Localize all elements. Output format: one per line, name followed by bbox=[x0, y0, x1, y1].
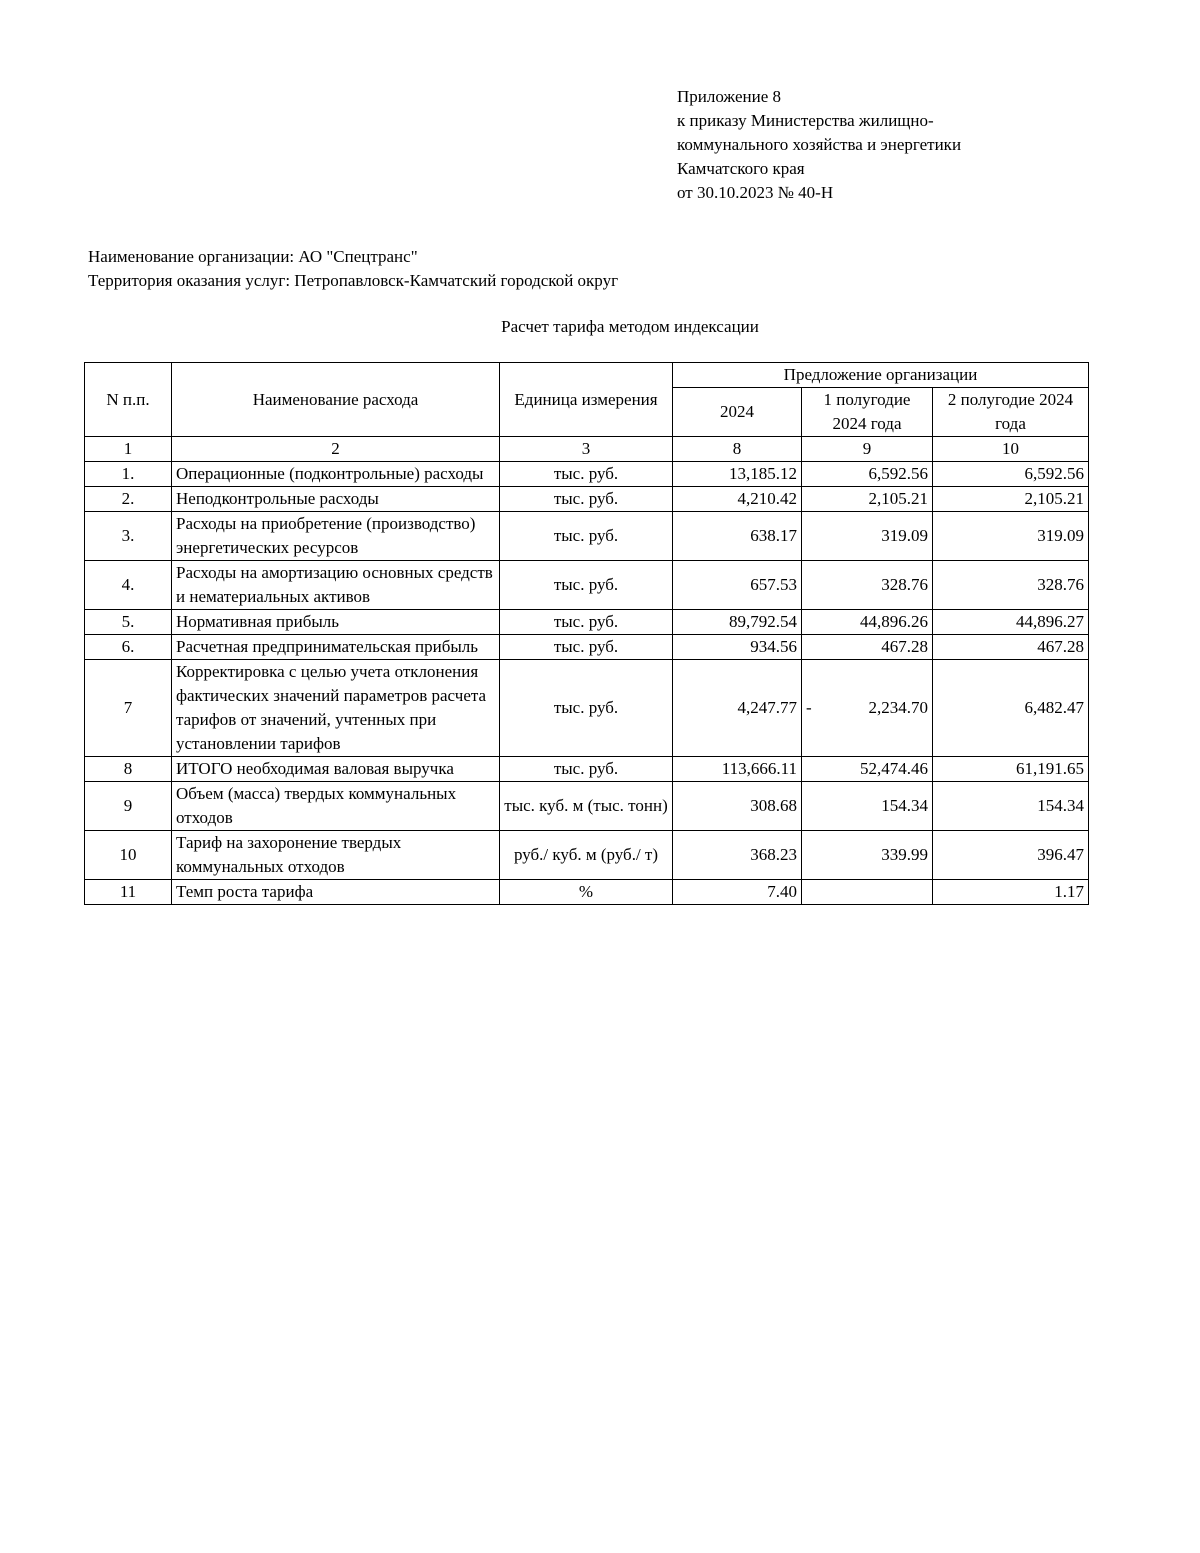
row-unit: тыс. руб. bbox=[500, 660, 673, 757]
col-number-3: 3 bbox=[500, 437, 673, 462]
table-row bbox=[85, 831, 1089, 880]
row-expense-name: Объем (масса) твердых коммунальных отходов bbox=[172, 782, 500, 831]
appendix-region-line: Камчатского края bbox=[677, 159, 805, 178]
row-expense-name: Нормативная прибыль bbox=[172, 610, 500, 635]
row-expense-name: Тариф на захоронение твердых коммунальных отходов bbox=[172, 831, 500, 880]
col-number-2: 2 bbox=[172, 437, 500, 462]
table-row bbox=[85, 757, 1089, 782]
appendix-title: Приложение 8 bbox=[677, 87, 781, 106]
row-unit: руб./ куб. м (руб./ т) bbox=[500, 831, 673, 880]
table-row bbox=[85, 462, 1089, 487]
row-value-second-half: 2,105.21 bbox=[933, 487, 1089, 512]
row-num: 2. bbox=[85, 487, 172, 512]
row-expense-name: ИТОГО необходимая валовая выручка bbox=[172, 757, 500, 782]
table-row bbox=[85, 487, 1089, 512]
appendix-date-number: от 30.10.2023 № 40-Н bbox=[677, 183, 834, 202]
row-value-2024: 638.17 bbox=[673, 512, 802, 561]
row-value-second-half: 44,896.27 bbox=[933, 610, 1089, 635]
organization-name: Наименование организации: АО "Спецтранс" bbox=[88, 247, 418, 266]
row-value-first-half: 6,592.56 bbox=[802, 462, 933, 487]
row-value-second-half: 396.47 bbox=[933, 831, 1089, 880]
row-value-2024: 7.40 bbox=[673, 880, 802, 905]
header-expense-name: Наименование расхода bbox=[172, 363, 500, 437]
row-unit: тыс. руб. bbox=[500, 487, 673, 512]
row-value-2024: 4,210.42 bbox=[673, 487, 802, 512]
row-value-first-half bbox=[802, 880, 933, 905]
row-value-2024: 13,185.12 bbox=[673, 462, 802, 487]
col-number-8: 8 bbox=[673, 437, 802, 462]
appendix-order-line: к приказу Министерства жилищно- bbox=[677, 111, 934, 130]
row-value-second-half: 61,191.65 bbox=[933, 757, 1089, 782]
row-value-second-half: 319.09 bbox=[933, 512, 1089, 561]
row-num: 4. bbox=[85, 561, 172, 610]
row-num: 9 bbox=[85, 782, 172, 831]
row-value-second-half: 154.34 bbox=[933, 782, 1089, 831]
row-num: 8 bbox=[85, 757, 172, 782]
header-proposal: Предложение организации bbox=[673, 363, 1089, 388]
table-row bbox=[85, 635, 1089, 660]
header-second-half: 2 полугодие 2024 года bbox=[933, 388, 1089, 437]
row-expense-name: Операционные (подконтрольные) расходы bbox=[172, 462, 500, 487]
organization-info bbox=[88, 245, 618, 293]
col-number-1: 1 bbox=[85, 437, 172, 462]
table-row bbox=[85, 660, 1089, 757]
table-row bbox=[85, 610, 1089, 635]
row-value-2024: 89,792.54 bbox=[673, 610, 802, 635]
row-expense-name: Расходы на амортизацию основных средств и нематериальных активов bbox=[172, 561, 500, 610]
row-value-second-half: 1.17 bbox=[933, 880, 1089, 905]
row-num: 1. bbox=[85, 462, 172, 487]
row-value-second-half: 467.28 bbox=[933, 635, 1089, 660]
column-number-row bbox=[85, 437, 1089, 462]
row-unit: тыс. руб. bbox=[500, 561, 673, 610]
row-num: 6. bbox=[85, 635, 172, 660]
row-num: 7 bbox=[85, 660, 172, 757]
row-value-second-half: 6,482.47 bbox=[933, 660, 1089, 757]
row-num: 11 bbox=[85, 880, 172, 905]
row-unit: тыс. руб. bbox=[500, 462, 673, 487]
tariff-table bbox=[84, 362, 1089, 905]
row-expense-name: Расчетная предпринимательская прибыль bbox=[172, 635, 500, 660]
negative-sign: - bbox=[806, 698, 812, 717]
row-unit: тыс. руб. bbox=[500, 635, 673, 660]
appendix-block bbox=[677, 85, 961, 205]
row-value-2024: 657.53 bbox=[673, 561, 802, 610]
row-unit: тыс. руб. bbox=[500, 757, 673, 782]
row-value-first-half: 467.28 bbox=[802, 635, 933, 660]
header-unit: Единица измерения bbox=[500, 363, 673, 437]
row-unit: тыс. руб. bbox=[500, 610, 673, 635]
row-expense-name: Корректировка с целью учета отклонения фактических значений параметров расчета тарифов от значений, учтенных при установлении тарифов bbox=[172, 660, 500, 757]
row-value-first-half: 339.99 bbox=[802, 831, 933, 880]
row-value-first-half: 154.34 bbox=[802, 782, 933, 831]
table-row bbox=[85, 782, 1089, 831]
header-first-half: 1 полугодие 2024 года bbox=[802, 388, 933, 437]
row-value-2024: 934.56 bbox=[673, 635, 802, 660]
row-unit: % bbox=[500, 880, 673, 905]
row-expense-name: Темп роста тарифа bbox=[172, 880, 500, 905]
col-number-10: 10 bbox=[933, 437, 1089, 462]
header-num: N п.п. bbox=[85, 363, 172, 437]
row-num: 5. bbox=[85, 610, 172, 635]
header-row-1 bbox=[85, 363, 1089, 388]
row-value-first-half-amount: 2,234.70 bbox=[868, 698, 928, 717]
row-value-first-half bbox=[802, 660, 933, 757]
table-row bbox=[85, 512, 1089, 561]
table-row bbox=[85, 880, 1089, 905]
row-expense-name: Неподконтрольные расходы bbox=[172, 487, 500, 512]
row-num: 10 bbox=[85, 831, 172, 880]
row-value-2024: 368.23 bbox=[673, 831, 802, 880]
service-territory: Территория оказания услуг: Петропавловск-Камчатский городской округ bbox=[88, 271, 619, 290]
row-value-2024: 308.68 bbox=[673, 782, 802, 831]
row-num: 3. bbox=[85, 512, 172, 561]
table-row bbox=[85, 561, 1089, 610]
row-value-first-half: 52,474.46 bbox=[802, 757, 933, 782]
row-value-second-half: 6,592.56 bbox=[933, 462, 1089, 487]
row-expense-name: Расходы на приобретение (производство) энергетических ресурсов bbox=[172, 512, 500, 561]
row-value-first-half: 44,896.26 bbox=[802, 610, 933, 635]
col-number-9: 9 bbox=[802, 437, 933, 462]
row-value-first-half: 328.76 bbox=[802, 561, 933, 610]
header-2024: 2024 bbox=[673, 388, 802, 437]
row-value-2024: 4,247.77 bbox=[673, 660, 802, 757]
row-unit: тыс. руб. bbox=[500, 512, 673, 561]
row-value-second-half: 328.76 bbox=[933, 561, 1089, 610]
row-value-first-half: 319.09 bbox=[802, 512, 933, 561]
row-unit: тыс. куб. м (тыс. тонн) bbox=[500, 782, 673, 831]
row-value-2024: 113,666.11 bbox=[673, 757, 802, 782]
appendix-ministry-line: коммунального хозяйства и энергетики bbox=[677, 135, 962, 154]
tariff-table-body bbox=[85, 363, 1089, 905]
row-value-first-half: 2,105.21 bbox=[802, 487, 933, 512]
table-title: Расчет тарифа методом индексации bbox=[501, 317, 759, 336]
